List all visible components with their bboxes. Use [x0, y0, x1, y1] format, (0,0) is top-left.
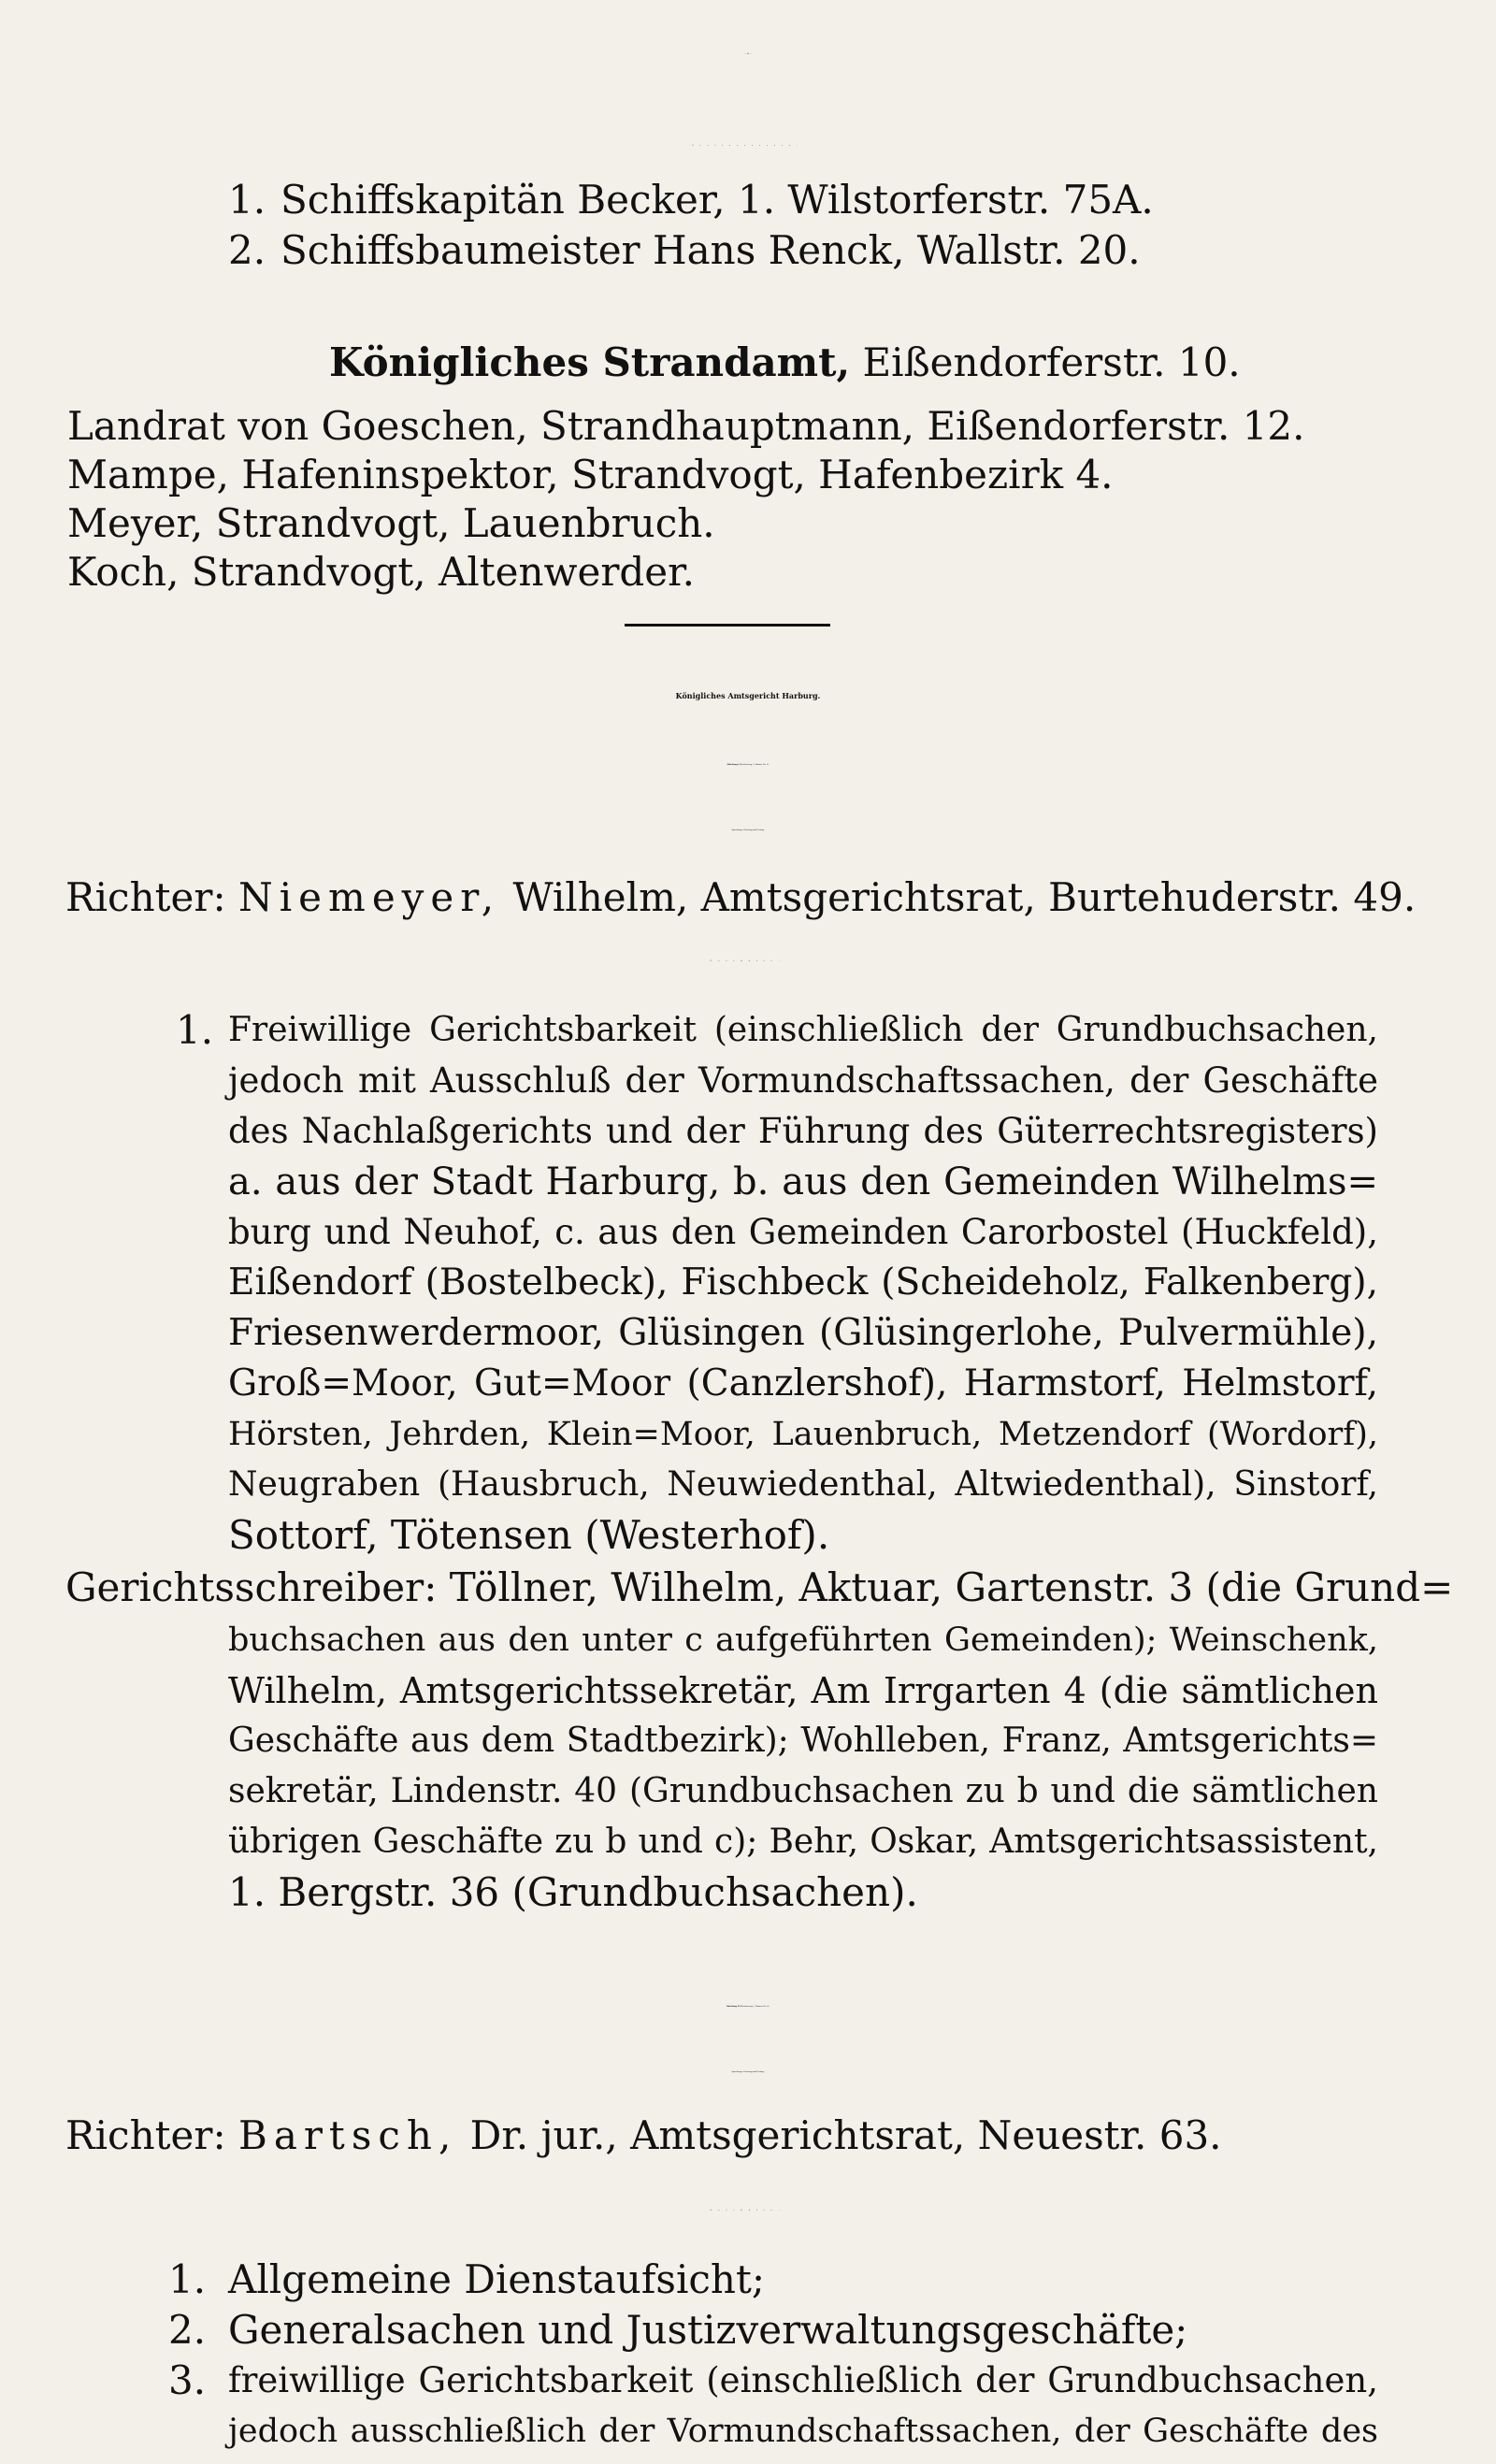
strandamt-address: Eißendorferstr. 10.: [862, 339, 1241, 385]
text-line: Eißendorf (Bostelbeck), Fischbeck (Scheideholz, Falkenberg),: [228, 1261, 1378, 1304]
staff-line: Landrat von Goeschen, Strandhauptmann, Eißendorferstr. 12.: [67, 403, 1305, 449]
abteilung2-heading: [0, 1981, 1496, 2033]
abteilung2-label: Abteilung II: [726, 2006, 740, 2008]
list-item: Schiffskapitän Becker, 1. Wilstorferstr. 75A.: [280, 177, 1154, 223]
text-line: Wilhelm, Amtsgerichtssekretär, Am Irrgarten 4 (die sämtlichen: [228, 1670, 1378, 1711]
abteilung1-geschaefte-heading: Geschäfte:: [710, 960, 786, 962]
staff-line: Meyer, Strandvogt, Lauenbruch.: [67, 500, 715, 546]
text-line: Hörsten, Jehrden, Klein=Moor, Lauenbruch, Metzendorf (Wordorf),: [228, 1416, 1378, 1453]
abteilung1-location: (Bleicherweg 1, Zimmer Nr. 1).: [739, 764, 770, 766]
text-line: 1. Bergstr. 36 (Grundbuchsachen).: [228, 1869, 918, 1915]
richter-details: Wilhelm, Amtsgerichtsrat, Burtehuderstr. 49.: [512, 874, 1417, 920]
section-divider: [625, 624, 830, 627]
text-line: sekretär, Lindenstr. 40 (Grundbuchsachen zu b und die sämtlichen: [228, 1772, 1378, 1810]
text-line: burg und Neuhof, c. aus den Gemeinden Carorbostel (Huckfeld),: [228, 1212, 1378, 1252]
gerichtsschreiber-text: Töllner, Wilhelm, Aktuar, Gartenstr. 3 (die Grund=: [449, 1564, 1454, 1610]
text-line: Neugraben (Hausbruch, Neuwiedenthal, Altwiedenthal), Sinstorf,: [228, 1465, 1378, 1504]
text-line: des Nachlaßgerichts und der Führung des Güterrechtsregisters): [228, 1111, 1378, 1151]
abteilung1-label: Abteilung I: [726, 764, 740, 766]
list-number: 1.: [176, 1007, 214, 1053]
list-number: 2.: [168, 2307, 207, 2353]
richter-label: Richter:: [65, 2112, 226, 2158]
list-number: 1.: [168, 2256, 207, 2302]
list-number: 2.: [228, 227, 266, 273]
gerichtsschreiber-first-line: [65, 1562, 1453, 1614]
stellvertreter-heading: Stellvertreter:: [692, 145, 804, 147]
text-line: Geschäfte aus dem Stadtbezirk); Wohlleben, Franz, Amtsgerichts=: [228, 1722, 1378, 1760]
list-item: Schiffsbaumeister Hans Renck, Wallstr. 20.: [280, 227, 1141, 273]
text-line: Groß=Moor, Gut=Moor (Canzlershof), Harmstorf, Helmstorf,: [228, 1362, 1378, 1405]
abteilung1-heading: [0, 739, 1496, 791]
abteilung2-geschaefte-heading: Geschäfte:: [710, 2210, 786, 2212]
strandamt-heading: [329, 337, 1241, 389]
text-line: jedoch mit Ausschluß der Vormundschaftssachen, der Geschäfte: [228, 1060, 1378, 1101]
abteilung2-richter: [65, 2110, 1222, 2162]
gerichtsschreiber-label: Gerichtsschreiber:: [65, 1564, 438, 1610]
text-line: übrigen Geschäfte zu b und c); Behr, Oskar, Amtsgerichtsassistent,: [228, 1823, 1378, 1861]
abteilung2-sprechtage: Sprechtage: Dienstag und Freitag.: [731, 2071, 765, 2073]
richter-details: Dr. jur., Amtsgerichtsrat, Neuestr. 63.: [469, 2112, 1222, 2158]
text-line: buchsachen aus den unter c aufgeführten Gemeinden); Weinschenk,: [228, 1621, 1378, 1659]
text-line: freiwillige Gerichtsbarkeit (einschließlich der Grundbuchsachen,: [228, 2360, 1378, 2400]
text-line: Sottorf, Tötensen (Westerhof).: [228, 1512, 830, 1558]
text-line: Freiwillige Gerichtsbarkeit (einschließlich der Grundbuchsachen,: [228, 1011, 1378, 1049]
abteilung1-sprechtage: Sprechtage: Dienstag und Freitag.: [731, 829, 765, 831]
amtsgericht-title: Königliches Amtsgericht Harburg.: [675, 691, 821, 700]
text-line: a. aus der Stadt Harburg, b. aus den Gemeinden Wilhelms=: [228, 1160, 1378, 1203]
richter-name: Niemeyer,: [237, 874, 501, 920]
list-item: Allgemeine Dienstaufsicht;: [228, 2256, 765, 2302]
text-line: jedoch ausschließlich der Vormundschaftssachen, der Geschäfte des: [228, 2413, 1378, 2450]
list-number: 3.: [168, 2357, 207, 2403]
list-item: Generalsachen und Justizverwaltungsgeschäfte;: [228, 2307, 1188, 2353]
text-line: Friesenwerdermoor, Glüsingen (Glüsingerlohe, Pulvermühle),: [228, 1312, 1378, 1354]
staff-line: Mampe, Hafeninspektor, Strandvogt, Hafenbezirk 4.: [67, 452, 1114, 497]
staff-line: Koch, Strandvogt, Altenwerder.: [67, 549, 695, 595]
richter-label: Richter:: [65, 874, 226, 920]
strandamt-title: Königliches Strandamt,: [329, 339, 851, 385]
list-number: 1.: [228, 177, 266, 223]
richter-name: Bartsch,: [237, 2112, 458, 2158]
abteilung1-richter: [65, 872, 1416, 924]
page-number: — 43 —: [744, 53, 752, 55]
abteilung2-location: (Bleicherweg 1, Zimmer Nr. 4).: [740, 2006, 770, 2008]
